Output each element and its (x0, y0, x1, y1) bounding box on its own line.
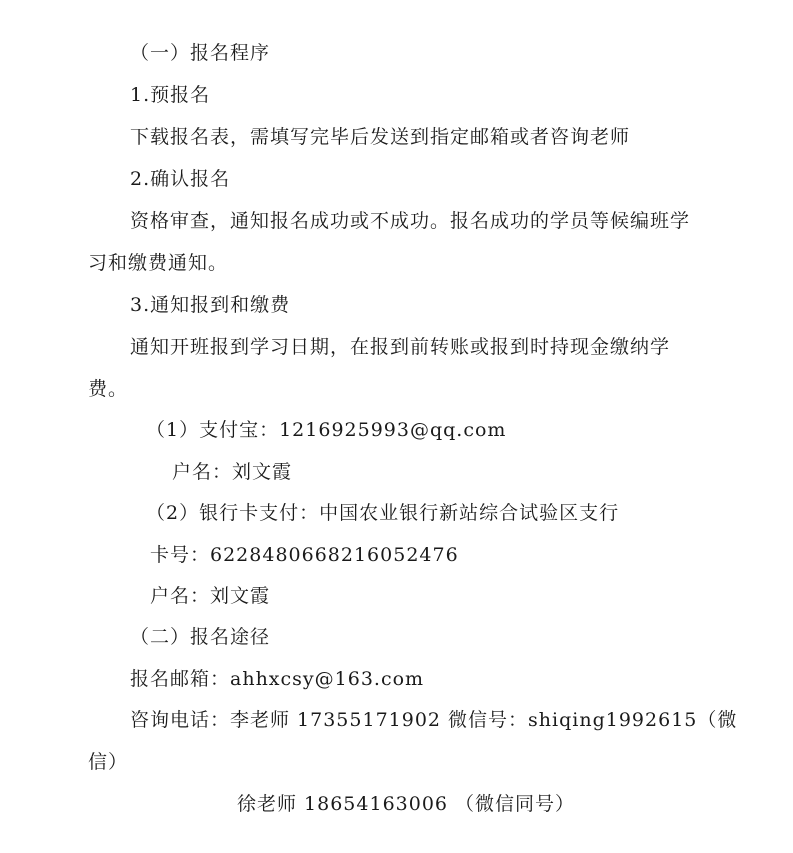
registration-email: 报名邮箱：ahhxcsy@163.com (130, 668, 425, 690)
contact-phone-line1: 咨询电话：李老师 17355171902 微信号：shiqing1992615（微 (130, 709, 738, 731)
section1-heading: （一）报名程序 (130, 42, 271, 64)
step3-text-line1: 通知开班报到学习日期，在报到前转账或报到时持现金缴纳学 (130, 336, 671, 358)
step3-heading: 3.通知报到和缴费 (130, 294, 291, 316)
step2-heading: 2.确认报名 (130, 168, 231, 190)
bank-payment: （2）银行卡支付：中国农业银行新站综合试验区支行 (146, 502, 620, 524)
step2-text-line2: 习和缴费通知。 (88, 252, 229, 274)
bank-account-name: 户名：刘文霞 (150, 585, 271, 607)
step1-heading: 1.预报名 (130, 84, 211, 106)
contact-phone-line2: 信） (88, 751, 129, 773)
alipay-account-name: 户名：刘文霞 (172, 461, 293, 483)
step2-text-line1: 资格审查，通知报名成功或不成功。报名成功的学员等候编班学 (130, 210, 691, 232)
step3-text-line2: 费。 (88, 378, 129, 400)
bank-card-number: 卡号：6228480668216052476 (150, 544, 459, 566)
step1-text: 下载报名表，需填写完毕后发送到指定邮箱或者咨询老师 (130, 126, 631, 148)
alipay-account: （1）支付宝：1216925993@qq.com (146, 419, 507, 441)
contact-phone-line3: 徐老师 18654163006 （微信同号） (237, 793, 576, 815)
section2-heading: （二）报名途径 (130, 626, 271, 648)
